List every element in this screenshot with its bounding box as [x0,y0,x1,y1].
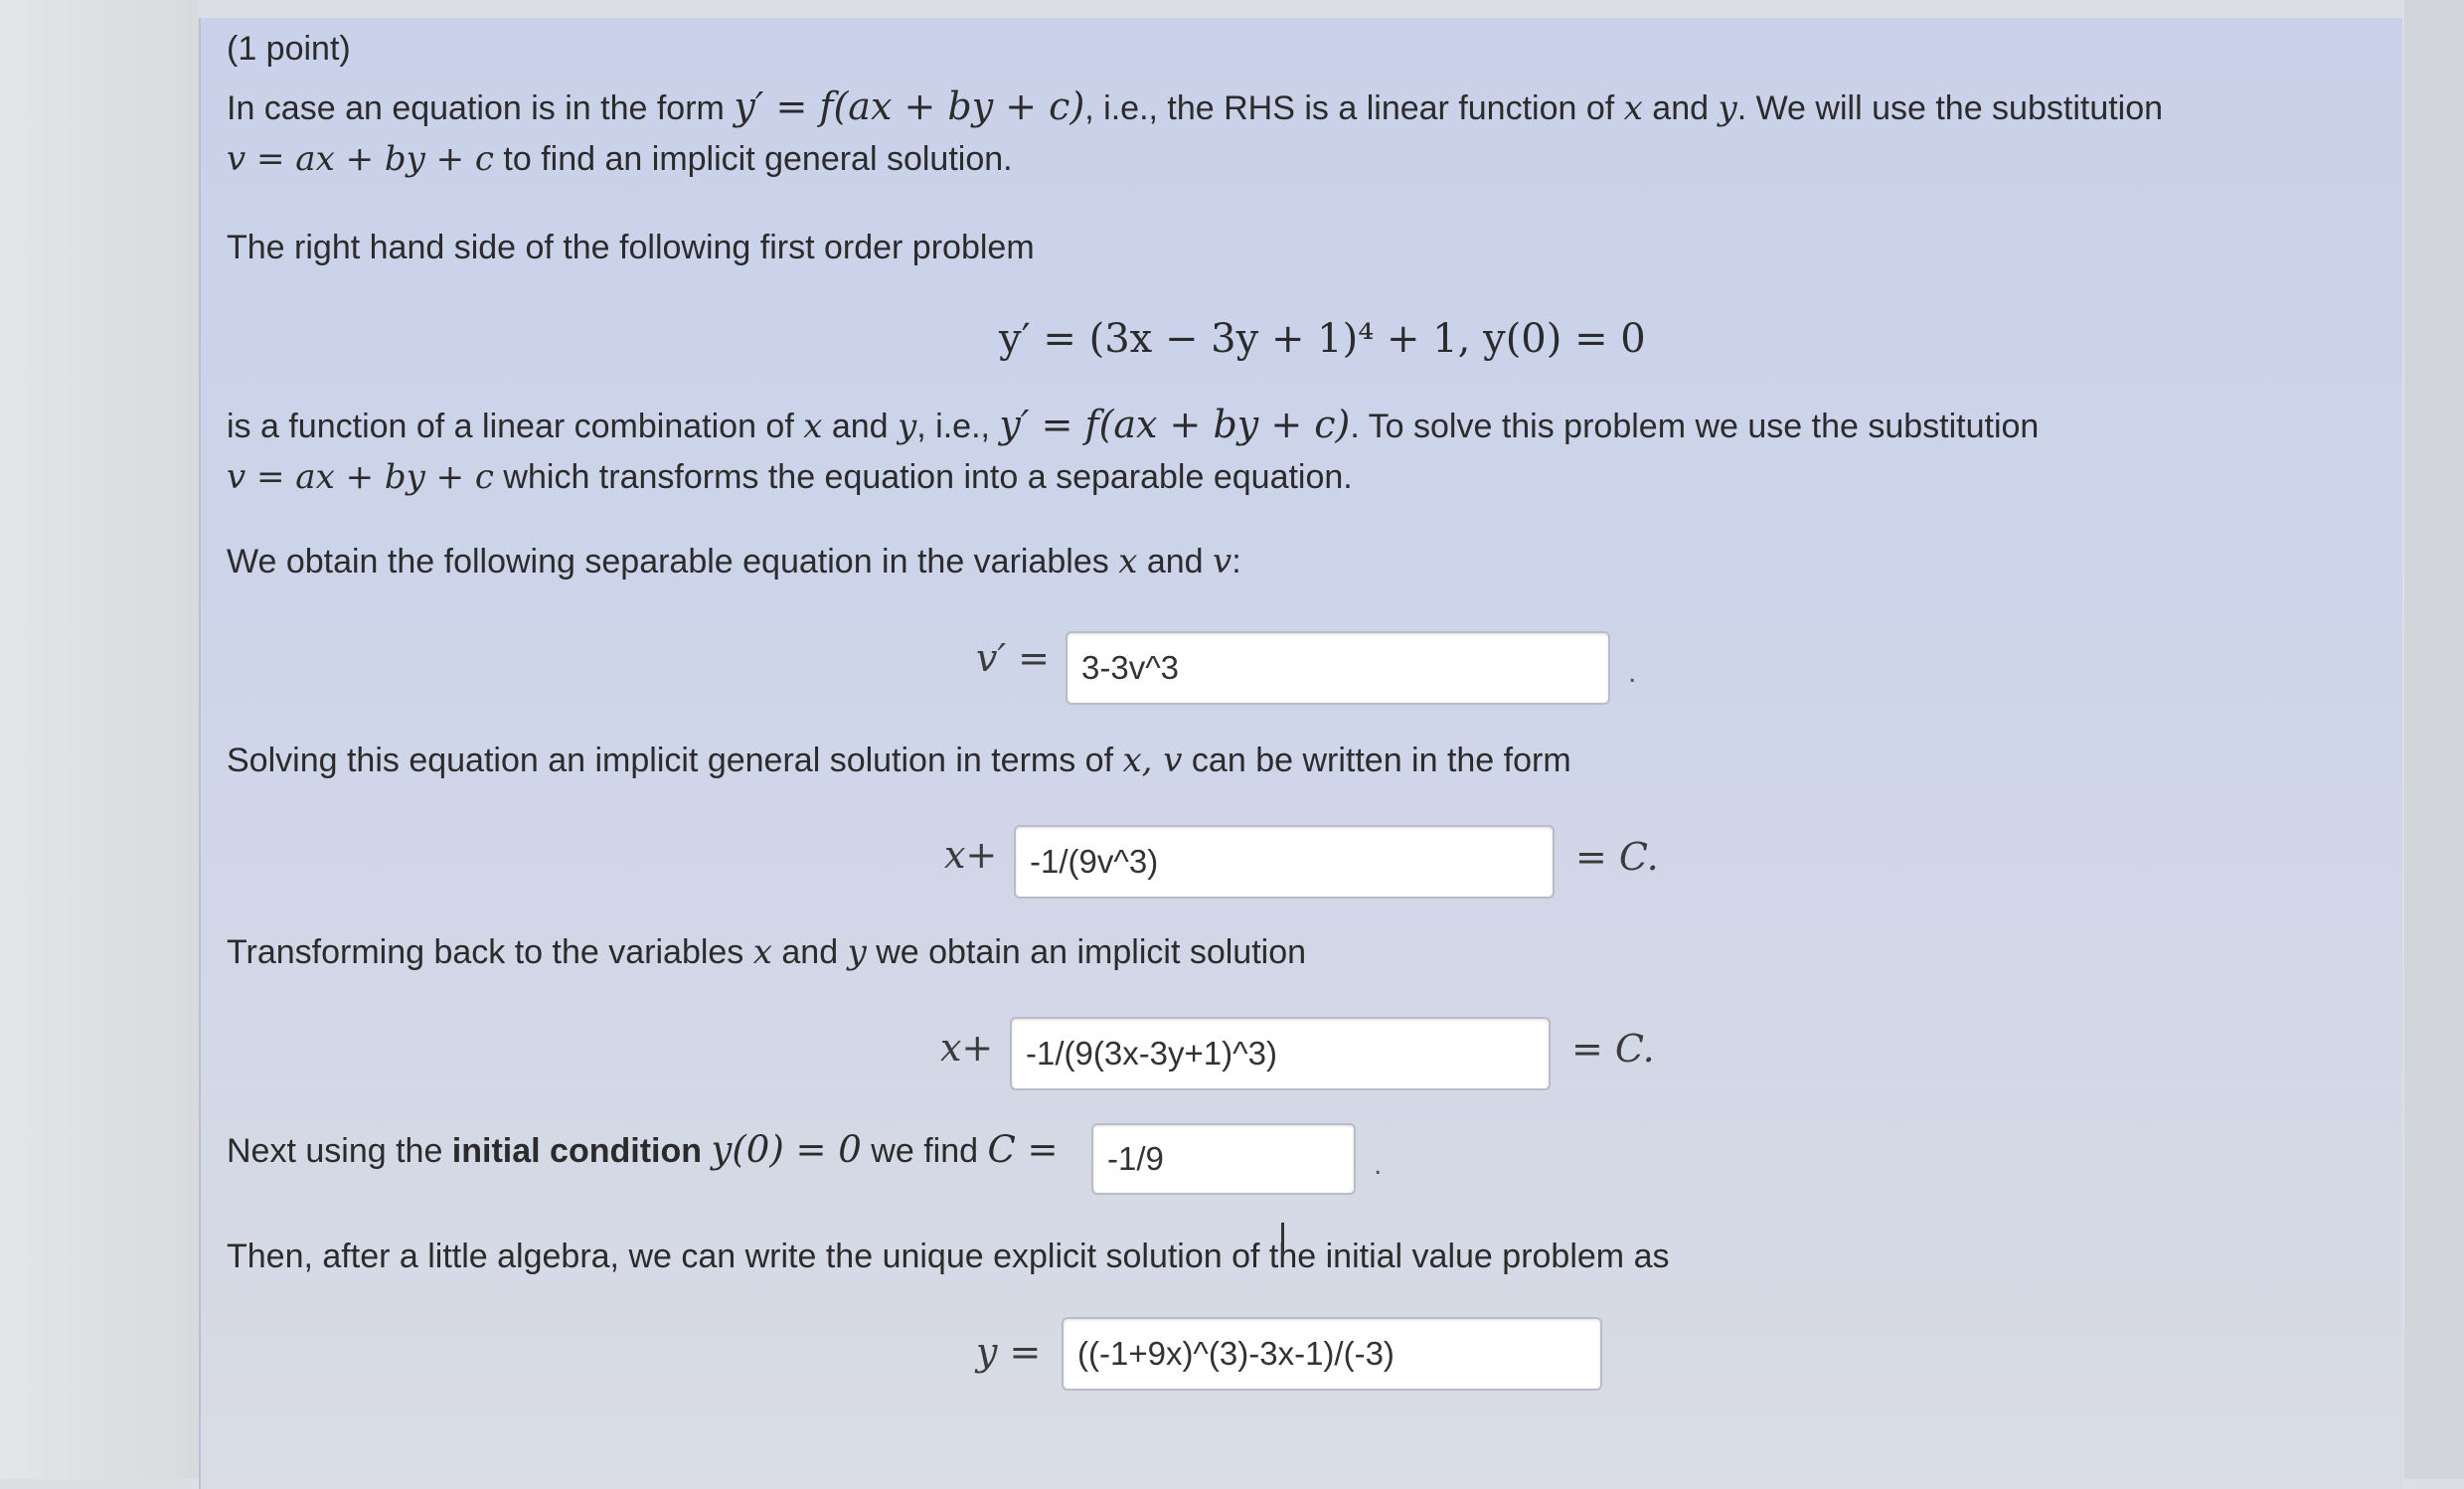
implicit-xy-suffix: = C. [1571,1027,1655,1071]
intro-line-2: v = ax + by + c to find an implicit general solution. [227,139,1013,179]
points-label: (1 point) [227,30,351,68]
problem-equation: y′ = (3x − 3y + 1)⁴ + 1, y(0) = 0 [999,316,1646,362]
implicit-v-lead: Solving this equation an implicit general solution in terms of x, v can be written in the form [227,741,1571,780]
implicit-xy-lead: Transforming back to the variables x and y we obtain an implicit solution [227,932,1307,972]
explicit-answer-input[interactable]: ((-1+9x)^(3)-3x-1)/(-3) [1062,1317,1602,1391]
period-mark: . [1628,656,1637,689]
implicit-xy-label: x+ [940,1026,994,1070]
intro-line-1: In case an equation is in the form y′ = f(ax + by + c), i.e., the RHS is a linear function of x and y. We will use the substitution [227,84,2164,128]
intro-substitution-math: v = ax + by + c [227,139,494,179]
implicit-v-label: x+ [944,833,998,877]
explain-line-2: v = ax + by + c which transforms the equation into a separable equation. [227,457,1353,497]
intro-form-math: y′ = f(ax + by + c) [734,84,1085,128]
implicit-xy-answer-input[interactable]: -1/(9(3x-3y+1)^3) [1010,1017,1551,1090]
implicit-v-answer-input[interactable]: -1/(9v^3) [1014,825,1555,899]
text-cursor-icon [1281,1223,1288,1256]
separable-lead: We obtain the following separable equation in the variables x and v: [227,542,1241,581]
implicit-v-suffix: = C. [1575,835,1659,879]
period-mark: . [1374,1148,1383,1181]
separable-answer-input[interactable]: 3-3v^3 [1066,631,1610,705]
background-right [2404,0,2464,1479]
explicit-label: y = [976,1330,1042,1374]
problem-lead: The right hand side of the following first order problem [227,229,1035,266]
explain-line-1: is a function of a linear combination of x and y, i.e., y′ = f(ax + by + c). To solve this problem we use the substitution [227,403,2040,446]
initial-lead: Next using the initial condition y(0) = 0 we find C = [227,1128,1059,1171]
explicit-lead: Then, after a little algebra, we can write the unique explicit solution of the initial value problem as [227,1238,1670,1275]
separable-label: v′ = [976,636,1051,680]
initial-c-answer-input[interactable]: -1/9 [1091,1123,1356,1195]
background-left [0,0,199,1479]
